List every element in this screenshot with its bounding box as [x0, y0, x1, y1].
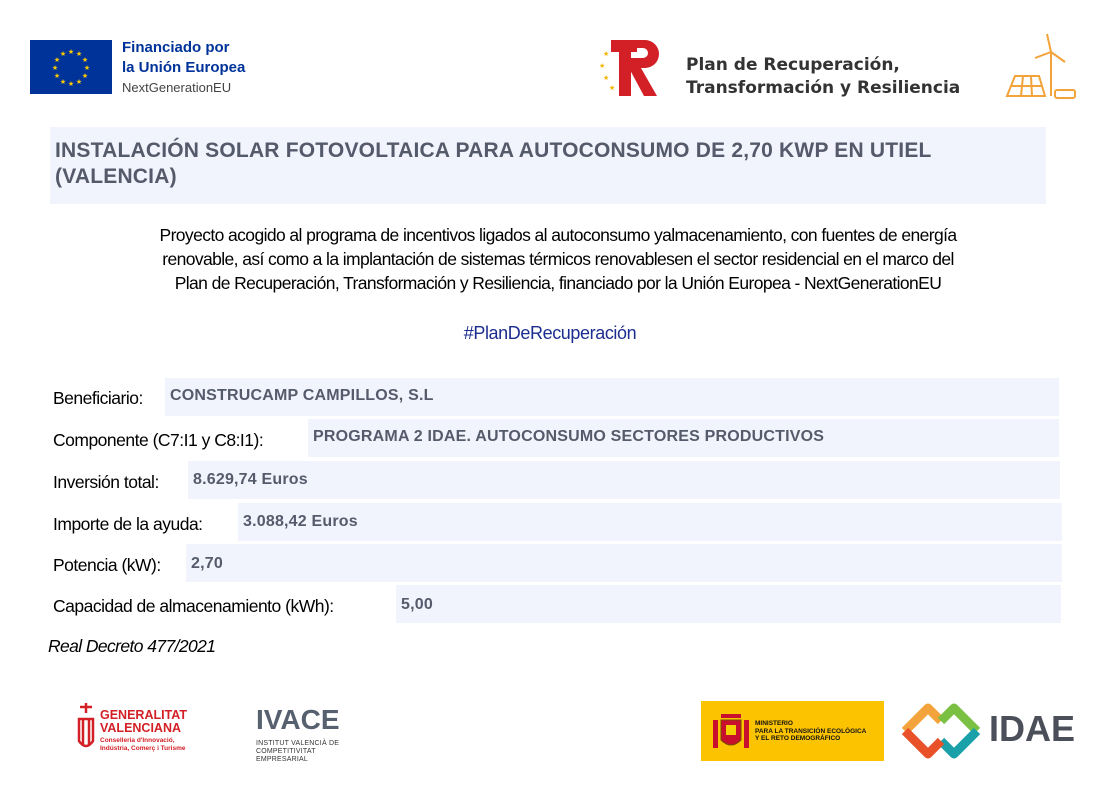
eu-line-3: NextGenerationEU: [122, 80, 232, 95]
eu-line-2: la Unión Europea: [122, 59, 246, 76]
inversion-label: Inversión total:: [53, 472, 159, 492]
ivace-logo: [256, 702, 366, 762]
ayuda-label: Importe de la ayuda:: [53, 514, 203, 534]
prtr-logo-icon: [597, 38, 669, 98]
generalitat-shield-icon: [76, 701, 96, 757]
prtr-line-1: Plan de Recuperación,: [686, 55, 900, 75]
inversion-field: [188, 461, 1060, 499]
ivace-name: IVACE: [256, 704, 340, 735]
svg-text:★: ★: [75, 78, 83, 86]
wind-solar-icon: [1003, 32, 1081, 102]
decreto-label: Real Decreto 477/2021: [48, 636, 216, 656]
ministerio-line-1: MINISTERIO: [755, 720, 793, 727]
potencia-label: Potencia (kW):: [53, 555, 161, 575]
svg-text:★: ★: [59, 50, 67, 58]
svg-text:★: ★: [603, 50, 610, 58]
description-line-2: renovable, así como a la implantación de sistemas térmicos renovablesen el sector residencial en el marco del: [162, 249, 954, 269]
ivace-sub-2: COMPETITIVITAT EMPRESARIAL: [256, 748, 316, 763]
idae-logo: [897, 700, 1083, 762]
eu-flag-icon: [30, 40, 112, 94]
prtr-label: [686, 54, 960, 100]
ayuda-field: [238, 503, 1062, 541]
idae-knot-icon: [897, 700, 983, 762]
svg-text:★: ★: [67, 80, 75, 88]
inversion-value: 8.629,74 Euros: [193, 471, 308, 488]
eu-line-1: Financiado por: [122, 39, 230, 56]
generalitat-logo: [76, 701, 196, 761]
gv-line-1: GENERALITAT: [100, 708, 188, 722]
capacidad-label: Capacidad de almacenamiento (kWh):: [53, 596, 334, 616]
capacidad-value: 5,00: [401, 596, 433, 613]
svg-text:★: ★: [81, 72, 89, 80]
ministerio-line-3: Y EL RETO DEMOGRÁFICO: [755, 735, 841, 742]
project-description: [50, 223, 1066, 295]
gv-line-3: Conselleria d'Innovació,: [100, 737, 175, 744]
ministerio-label: [755, 720, 866, 743]
ivace-sub-1: INSTITUT VALENCIÀ DE: [256, 740, 340, 747]
svg-text:★: ★: [83, 64, 91, 72]
svg-text:★: ★: [599, 62, 606, 70]
ministerio-line-2: PARA LA TRANSICIÓN ECOLÓGICA: [755, 727, 867, 735]
svg-text:★: ★: [53, 72, 61, 80]
page-title: INSTALACIÓN SOLAR FOTOVOLTAICA PARA AUTOCONSUMO DE 2,70 KWP EN UTIEL (VALENCIA): [55, 139, 932, 188]
prtr-line-2: Transformación y Resiliencia: [686, 78, 961, 98]
svg-text:★: ★: [603, 74, 610, 82]
ayuda-value: 3.088,42 Euros: [243, 513, 358, 530]
idae-name: IDAE: [989, 708, 1076, 749]
potencia-field: [186, 544, 1062, 582]
description-line-1: Proyecto acogido al programa de incentivos ligados al autoconsumo yalmacenamiento, con fuentes de energía: [159, 225, 957, 245]
componente-label: Componente (C7:I1 y C8:I1):: [53, 430, 264, 450]
potencia-value: 2,70: [191, 555, 223, 572]
svg-text:★: ★: [81, 56, 89, 64]
gv-line-2: VALENCIANA: [100, 721, 182, 735]
beneficiario-label: Beneficiario:: [53, 388, 143, 408]
svg-text:★: ★: [67, 48, 75, 56]
svg-text:★: ★: [51, 64, 59, 72]
spain-coat-of-arms-icon: [709, 706, 753, 756]
beneficiario-value: CONSTRUCAMP CAMPILLOS, S.L: [170, 387, 434, 404]
svg-text:★: ★: [609, 84, 616, 92]
capacidad-field: [396, 585, 1061, 623]
svg-text:★: ★: [75, 50, 83, 58]
hashtag: #PlanDeRecuperación: [463, 323, 637, 343]
componente-value: PROGRAMA 2 IDAE. AUTOCONSUMO SECTORES PRODUCTIVOS: [313, 428, 825, 445]
svg-text:★: ★: [53, 56, 61, 64]
svg-text:★: ★: [59, 78, 67, 86]
eu-funding-label: [122, 38, 245, 98]
gv-line-4: Indústria, Comerç i Turisme: [100, 745, 186, 752]
description-line-3: Plan de Recuperación, Transformación y Resiliencia, financiado por la Unión Europea - NextGenerationEU: [174, 273, 942, 293]
